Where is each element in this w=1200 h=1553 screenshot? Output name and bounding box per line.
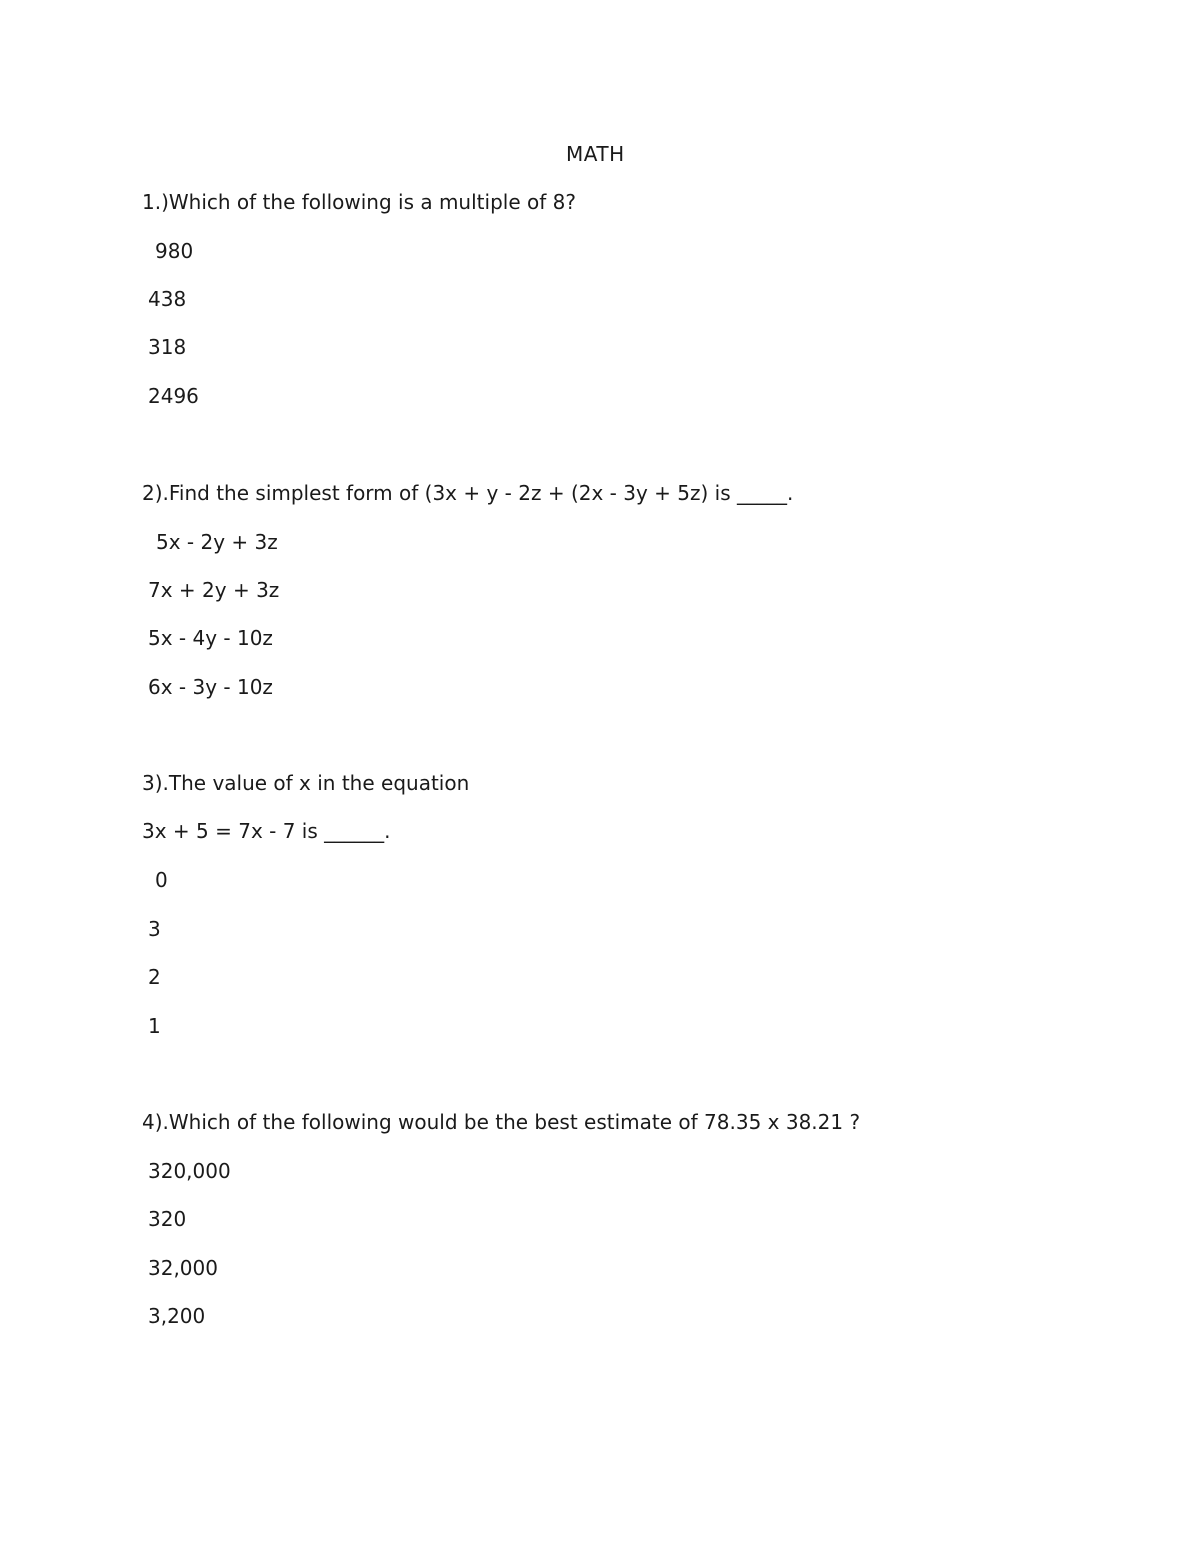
question-3-option-b: 3 (148, 917, 161, 941)
question-1-prompt: 1.)Which of the following is a multiple of 8? (142, 190, 576, 214)
question-2-option-d: 6x - 3y - 10z (148, 675, 273, 699)
question-2-option-c: 5x - 4y - 10z (148, 626, 273, 650)
page-title: MATH (566, 142, 625, 166)
question-4-prompt: 4).Which of the following would be the best estimate of 78.35 x 38.21 ? (142, 1110, 861, 1134)
question-2-option-a: 5x - 2y + 3z (156, 530, 278, 554)
question-2-option-b: 7x + 2y + 3z (148, 578, 280, 602)
question-2-prompt: 2).Find the simplest form of (3x + y - 2z + (2x - 3y + 5z) is _____. (142, 481, 794, 505)
question-1-option-c: 318 (148, 335, 187, 359)
question-1-option-b: 438 (148, 287, 187, 311)
question-3-prompt: 3).The value of x in the equation (142, 771, 470, 795)
question-3-option-a: 0 (155, 868, 168, 892)
question-3-option-c: 2 (148, 965, 161, 989)
question-4-option-b: 320 (148, 1207, 187, 1231)
question-1-option-a: 980 (155, 239, 194, 263)
question-4-option-c: 32,000 (148, 1256, 218, 1280)
question-3-prompt-equation: 3x + 5 = 7x - 7 is ______. (142, 819, 391, 843)
question-4-option-a: 320,000 (148, 1159, 231, 1183)
question-4-option-d: 3,200 (148, 1304, 206, 1328)
question-3-option-d: 1 (148, 1014, 161, 1038)
question-1-option-d: 2496 (148, 384, 199, 408)
